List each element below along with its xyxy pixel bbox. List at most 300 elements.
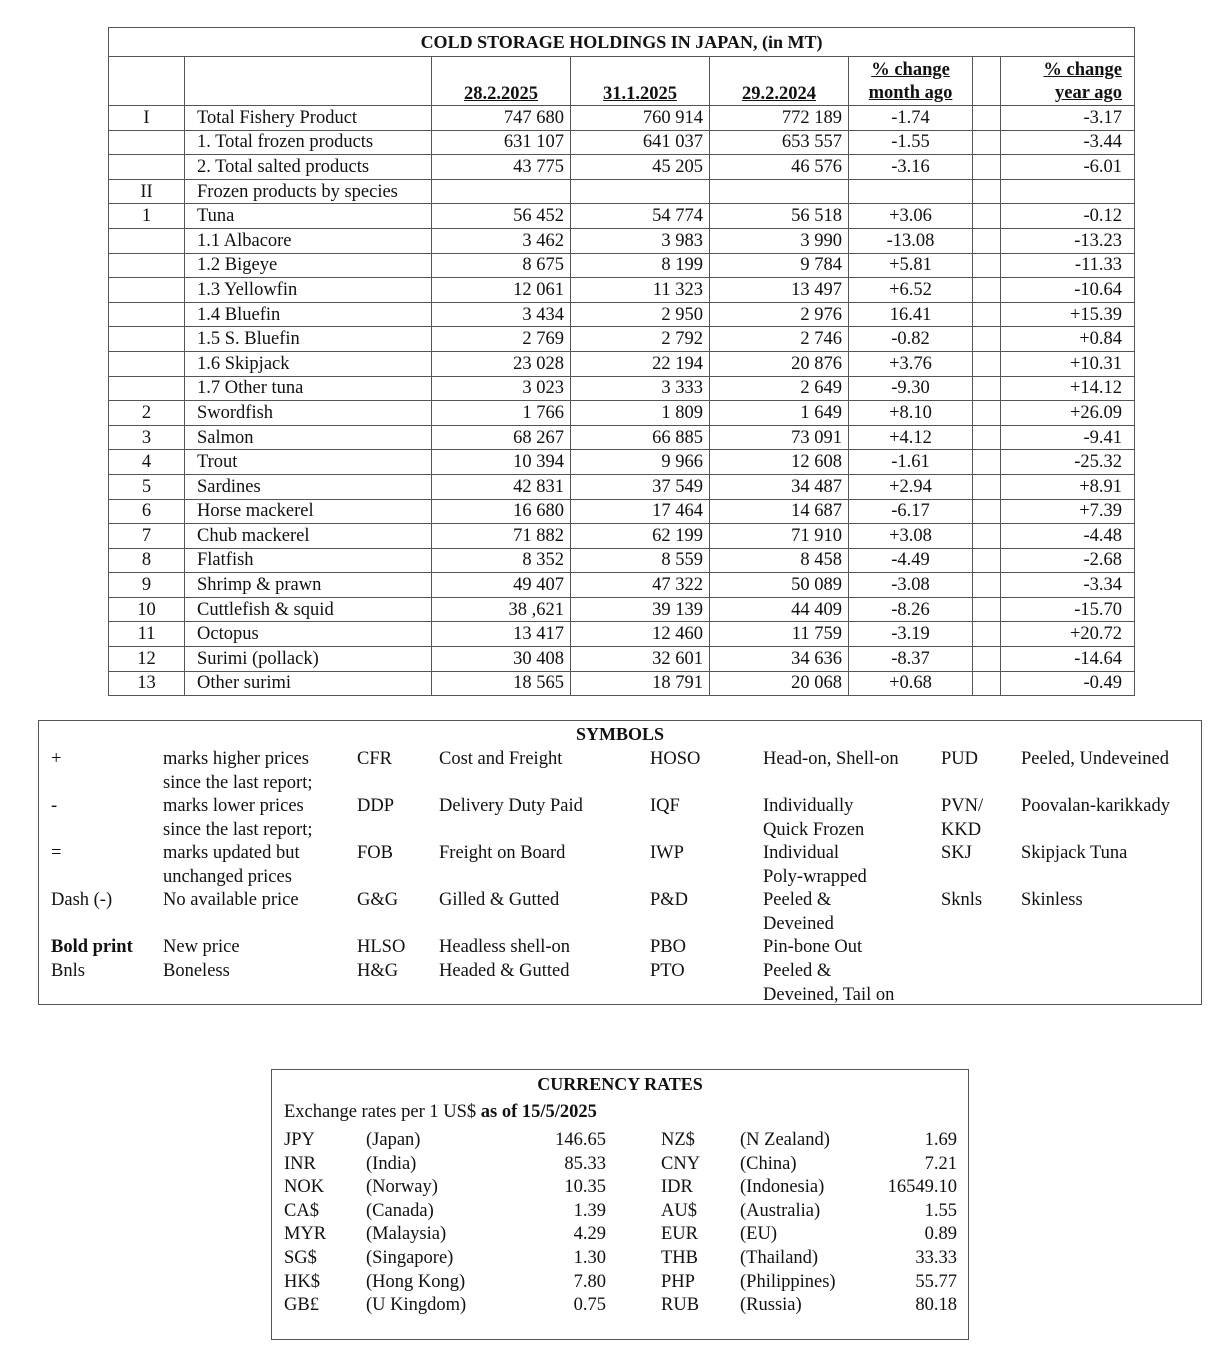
abbreviation-meaning: Freight on Board bbox=[439, 843, 566, 863]
value-29-2-2024: 34 487 bbox=[710, 474, 849, 499]
row-label: Other surimi bbox=[185, 671, 432, 696]
value-31-1-2025: 2 792 bbox=[571, 327, 710, 352]
abbreviation: H&G bbox=[357, 961, 399, 981]
currency-code: INR bbox=[284, 1153, 316, 1174]
table-row bbox=[109, 622, 1135, 647]
change-year-ago: +0.84 bbox=[1001, 327, 1135, 352]
spacer-cell bbox=[973, 622, 1001, 647]
row-label: Swordfish bbox=[185, 401, 432, 426]
value-28-2-2025: 71 882 bbox=[432, 524, 571, 549]
value-28-2-2025: 68 267 bbox=[432, 425, 571, 450]
abbreviation: PBO bbox=[650, 937, 686, 957]
currency-country: (Russia) bbox=[740, 1295, 802, 1316]
change-year-ago: -15.70 bbox=[1001, 597, 1135, 622]
change-year-ago: -4.48 bbox=[1001, 524, 1135, 549]
currency-code: AU$ bbox=[661, 1200, 697, 1221]
currency-country: (Singapore) bbox=[366, 1248, 454, 1268]
currency-row bbox=[272, 1271, 968, 1295]
currency-rate: 85.33 bbox=[564, 1153, 606, 1174]
value-29-2-2024: 2 649 bbox=[710, 376, 849, 401]
spacer-cell bbox=[973, 474, 1001, 499]
change-month-ago: +4.12 bbox=[849, 425, 973, 450]
value-31-1-2025: 66 885 bbox=[571, 425, 710, 450]
value-29-2-2024 bbox=[710, 179, 849, 204]
header-spacer bbox=[973, 57, 1001, 106]
currency-rate: 1.55 bbox=[924, 1200, 957, 1221]
change-year-ago: +20.72 bbox=[1001, 622, 1135, 647]
change-month-ago: -6.17 bbox=[849, 499, 973, 524]
value-28-2-2025: 30 408 bbox=[432, 647, 571, 672]
value-31-1-2025: 641 037 bbox=[571, 130, 710, 155]
symbol-meaning: marks higher prices since the last report; bbox=[163, 749, 313, 793]
row-label: 1. Total frozen products bbox=[185, 130, 432, 155]
row-label: 1.4 Bluefin bbox=[185, 302, 432, 327]
table-row bbox=[109, 524, 1135, 549]
value-29-2-2024: 46 576 bbox=[710, 155, 849, 180]
value-28-2-2025 bbox=[432, 179, 571, 204]
value-29-2-2024: 13 497 bbox=[710, 278, 849, 303]
header-date-3: 29.2.2024 bbox=[710, 57, 849, 106]
row-label: 1.5 S. Bluefin bbox=[185, 327, 432, 352]
row-label: Trout bbox=[185, 450, 432, 475]
abbreviation-meaning: Cost and Freight bbox=[439, 749, 563, 769]
abbreviation-meaning: Peeled & Deveined, Tail on bbox=[763, 961, 895, 1005]
change-year-ago: -6.01 bbox=[1001, 155, 1135, 180]
spacer-cell bbox=[973, 573, 1001, 598]
currency-rate: 16549.10 bbox=[887, 1177, 957, 1198]
currency-code: IDR bbox=[661, 1177, 693, 1198]
currency-country: (Canada) bbox=[366, 1200, 434, 1221]
abbreviation-meaning: Individually Quick Frozen bbox=[763, 796, 865, 840]
header-blank bbox=[185, 57, 432, 106]
change-year-ago: +7.39 bbox=[1001, 499, 1135, 524]
row-index: 6 bbox=[109, 499, 185, 524]
value-31-1-2025: 39 139 bbox=[571, 597, 710, 622]
row-index: 4 bbox=[109, 450, 185, 475]
header-month-change: % change month ago bbox=[849, 57, 973, 106]
change-year-ago: +10.31 bbox=[1001, 351, 1135, 376]
spacer-cell bbox=[973, 179, 1001, 204]
value-28-2-2025: 747 680 bbox=[432, 106, 571, 131]
currency-country: (Hong Kong) bbox=[366, 1271, 466, 1292]
currency-code: JPY bbox=[284, 1130, 315, 1150]
row-label: 1.6 Skipjack bbox=[185, 351, 432, 376]
currency-title: CURRENCY RATES bbox=[537, 1074, 703, 1094]
abbreviation: PTO bbox=[650, 961, 685, 981]
abbreviation-meaning: Individual Poly-wrapped bbox=[763, 843, 867, 887]
change-month-ago bbox=[849, 179, 973, 204]
spacer-cell bbox=[973, 253, 1001, 278]
currency-country: (U Kingdom) bbox=[366, 1295, 467, 1316]
table-row bbox=[109, 499, 1135, 524]
currency-country: (Australia) bbox=[740, 1200, 821, 1221]
row-label: Horse mackerel bbox=[185, 499, 432, 524]
symbol-meaning: marks updated but unchanged prices bbox=[163, 843, 300, 887]
change-year-ago: -3.44 bbox=[1001, 130, 1135, 155]
value-31-1-2025 bbox=[571, 179, 710, 204]
currency-code: EUR bbox=[661, 1224, 698, 1245]
spacer-cell bbox=[973, 671, 1001, 696]
currency-rate: 0.89 bbox=[924, 1224, 957, 1245]
value-28-2-2025: 1 766 bbox=[432, 401, 571, 426]
currency-as-of: as of 15/5/2025 bbox=[480, 1102, 597, 1122]
cold-storage-body bbox=[109, 106, 1135, 696]
value-29-2-2024: 20 876 bbox=[710, 351, 849, 376]
row-index: 11 bbox=[109, 622, 185, 647]
symbols-title: SYMBOLS bbox=[575, 724, 665, 744]
currency-country: (Philippines) bbox=[740, 1271, 836, 1292]
change-month-ago: -3.19 bbox=[849, 622, 973, 647]
value-29-2-2024: 11 759 bbox=[710, 622, 849, 647]
spacer-cell bbox=[973, 130, 1001, 155]
abbreviation: HLSO bbox=[357, 937, 406, 957]
change-month-ago: +3.08 bbox=[849, 524, 973, 549]
currency-country: (Indonesia) bbox=[740, 1177, 825, 1198]
value-29-2-2024: 20 068 bbox=[710, 671, 849, 696]
abbreviation-meaning: Headed & Gutted bbox=[439, 961, 570, 981]
value-29-2-2024: 772 189 bbox=[710, 106, 849, 131]
row-label: 2. Total salted products bbox=[185, 155, 432, 180]
currency-row bbox=[272, 1176, 968, 1200]
symbol-key: Bold print bbox=[51, 937, 133, 957]
row-label: Surimi (pollack) bbox=[185, 647, 432, 672]
value-29-2-2024: 34 636 bbox=[710, 647, 849, 672]
abbreviation-meaning: Pin-bone Out bbox=[763, 937, 863, 957]
value-29-2-2024: 12 608 bbox=[710, 450, 849, 475]
value-29-2-2024: 44 409 bbox=[710, 597, 849, 622]
abbreviation-meaning: Headless shell-on bbox=[439, 937, 571, 957]
change-month-ago: 16.41 bbox=[849, 302, 973, 327]
value-28-2-2025: 13 417 bbox=[432, 622, 571, 647]
row-index bbox=[109, 351, 185, 376]
value-29-2-2024: 50 089 bbox=[710, 573, 849, 598]
row-index bbox=[109, 130, 185, 155]
row-label: Cuttlefish & squid bbox=[185, 597, 432, 622]
value-29-2-2024: 2 746 bbox=[710, 327, 849, 352]
currency-code: HK$ bbox=[284, 1271, 320, 1292]
spacer-cell bbox=[973, 647, 1001, 672]
row-index: 10 bbox=[109, 597, 185, 622]
symbol-meaning: marks lower prices since the last report; bbox=[163, 796, 313, 840]
currency-rate: 1.69 bbox=[924, 1130, 957, 1150]
symbol-meaning: New price bbox=[163, 937, 240, 957]
spacer-cell bbox=[973, 450, 1001, 475]
symbol-key: Dash (-) bbox=[51, 890, 113, 910]
currency-code: CNY bbox=[661, 1153, 701, 1174]
currency-row bbox=[272, 1223, 968, 1247]
row-index bbox=[109, 302, 185, 327]
row-index: 9 bbox=[109, 573, 185, 598]
table-row bbox=[109, 155, 1135, 180]
abbreviation-meaning: Poovalan-karikkady bbox=[1021, 796, 1170, 816]
table-row bbox=[109, 278, 1135, 303]
symbol-key: - bbox=[51, 796, 58, 816]
spacer-cell bbox=[973, 327, 1001, 352]
currency-code: SG$ bbox=[284, 1248, 317, 1268]
abbreviation-meaning: Gilled & Gutted bbox=[439, 890, 560, 910]
change-year-ago: -9.41 bbox=[1001, 425, 1135, 450]
change-month-ago: -1.55 bbox=[849, 130, 973, 155]
spacer-cell bbox=[973, 278, 1001, 303]
currency-box bbox=[271, 1069, 969, 1340]
abbreviation-meaning: Delivery Duty Paid bbox=[439, 796, 583, 816]
currency-country: (Malaysia) bbox=[366, 1224, 447, 1245]
value-29-2-2024: 14 687 bbox=[710, 499, 849, 524]
currency-rate: 33.33 bbox=[915, 1248, 957, 1268]
row-index bbox=[109, 327, 185, 352]
row-index bbox=[109, 278, 185, 303]
change-month-ago: -8.37 bbox=[849, 647, 973, 672]
currency-code: PHP bbox=[661, 1271, 695, 1292]
row-label: 1.1 Albacore bbox=[185, 228, 432, 253]
value-29-2-2024: 3 990 bbox=[710, 228, 849, 253]
row-index: 3 bbox=[109, 425, 185, 450]
currency-code: CA$ bbox=[284, 1200, 319, 1221]
value-29-2-2024: 8 458 bbox=[710, 548, 849, 573]
row-index: I bbox=[109, 106, 185, 131]
abbreviation-meaning: Peeled & Deveined bbox=[763, 890, 834, 934]
spacer-cell bbox=[973, 499, 1001, 524]
row-index: 12 bbox=[109, 647, 185, 672]
row-index bbox=[109, 253, 185, 278]
currency-row bbox=[272, 1153, 968, 1177]
change-year-ago: +15.39 bbox=[1001, 302, 1135, 327]
currency-row bbox=[272, 1247, 968, 1271]
change-month-ago: -3.16 bbox=[849, 155, 973, 180]
spacer-cell bbox=[973, 524, 1001, 549]
value-29-2-2024: 1 649 bbox=[710, 401, 849, 426]
abbreviation: SKJ bbox=[941, 843, 972, 863]
row-label: 1.3 Yellowfin bbox=[185, 278, 432, 303]
value-31-1-2025: 12 460 bbox=[571, 622, 710, 647]
currency-country: (N Zealand) bbox=[740, 1130, 830, 1150]
change-year-ago: -3.34 bbox=[1001, 573, 1135, 598]
symbol-key: = bbox=[51, 843, 62, 863]
currency-rate: 80.18 bbox=[915, 1295, 957, 1316]
row-index: II bbox=[109, 179, 185, 204]
table-row bbox=[109, 597, 1135, 622]
change-month-ago: -3.08 bbox=[849, 573, 973, 598]
value-31-1-2025: 62 199 bbox=[571, 524, 710, 549]
abbreviation: DDP bbox=[357, 796, 395, 816]
row-index bbox=[109, 228, 185, 253]
currency-rate: 4.29 bbox=[573, 1224, 606, 1245]
change-year-ago: +26.09 bbox=[1001, 401, 1135, 426]
value-31-1-2025: 11 323 bbox=[571, 278, 710, 303]
currency-code: RUB bbox=[661, 1295, 700, 1316]
abbreviation: PVN/ KKD bbox=[941, 796, 984, 840]
change-month-ago: +8.10 bbox=[849, 401, 973, 426]
value-28-2-2025: 42 831 bbox=[432, 474, 571, 499]
value-29-2-2024: 2 976 bbox=[710, 302, 849, 327]
row-label: Salmon bbox=[185, 425, 432, 450]
currency-row bbox=[272, 1129, 968, 1153]
change-month-ago: -4.49 bbox=[849, 548, 973, 573]
row-label: Chub mackerel bbox=[185, 524, 432, 549]
abbreviation-meaning: Skinless bbox=[1021, 890, 1083, 910]
currency-country: (Thailand) bbox=[740, 1248, 819, 1268]
table-row bbox=[109, 302, 1135, 327]
row-index: 13 bbox=[109, 671, 185, 696]
value-31-1-2025: 45 205 bbox=[571, 155, 710, 180]
change-month-ago: -13.08 bbox=[849, 228, 973, 253]
change-year-ago: -10.64 bbox=[1001, 278, 1135, 303]
table-row bbox=[109, 573, 1135, 598]
currency-code: MYR bbox=[284, 1224, 327, 1245]
value-31-1-2025: 32 601 bbox=[571, 647, 710, 672]
currency-rate: 7.21 bbox=[924, 1153, 957, 1174]
change-year-ago: -25.32 bbox=[1001, 450, 1135, 475]
row-label: 1.7 Other tuna bbox=[185, 376, 432, 401]
change-year-ago: -11.33 bbox=[1001, 253, 1135, 278]
currency-country: (India) bbox=[366, 1153, 417, 1174]
table-row bbox=[109, 425, 1135, 450]
change-month-ago: -1.74 bbox=[849, 106, 973, 131]
header-date-1: 28.2.2025 bbox=[432, 57, 571, 106]
value-29-2-2024: 71 910 bbox=[710, 524, 849, 549]
row-index: 2 bbox=[109, 401, 185, 426]
symbol-key: Bnls bbox=[51, 961, 85, 981]
spacer-cell bbox=[973, 204, 1001, 229]
value-31-1-2025: 22 194 bbox=[571, 351, 710, 376]
table-row bbox=[109, 106, 1135, 131]
value-29-2-2024: 73 091 bbox=[710, 425, 849, 450]
currency-code: THB bbox=[661, 1248, 698, 1268]
value-29-2-2024: 653 557 bbox=[710, 130, 849, 155]
currency-rate: 10.35 bbox=[564, 1177, 606, 1198]
spacer-cell bbox=[973, 155, 1001, 180]
header-blank bbox=[109, 57, 185, 106]
value-28-2-2025: 18 565 bbox=[432, 671, 571, 696]
abbreviation: IQF bbox=[650, 796, 680, 816]
value-31-1-2025: 3 333 bbox=[571, 376, 710, 401]
table-row bbox=[109, 401, 1135, 426]
spacer-cell bbox=[973, 351, 1001, 376]
currency-rate: 1.39 bbox=[573, 1200, 606, 1221]
value-31-1-2025: 8 199 bbox=[571, 253, 710, 278]
spacer-cell bbox=[973, 228, 1001, 253]
spacer-cell bbox=[973, 425, 1001, 450]
row-label: Sardines bbox=[185, 474, 432, 499]
change-year-ago: -3.17 bbox=[1001, 106, 1135, 131]
row-index bbox=[109, 376, 185, 401]
row-index: 5 bbox=[109, 474, 185, 499]
change-year-ago bbox=[1001, 179, 1135, 204]
abbreviation: P&D bbox=[650, 890, 689, 910]
value-28-2-2025: 3 023 bbox=[432, 376, 571, 401]
currency-rate: 0.75 bbox=[573, 1295, 606, 1316]
header-year-change: % change year ago bbox=[1001, 57, 1135, 106]
table-row bbox=[109, 327, 1135, 352]
table-row bbox=[109, 179, 1135, 204]
currency-code: NOK bbox=[284, 1177, 325, 1198]
change-month-ago: +2.94 bbox=[849, 474, 973, 499]
value-31-1-2025: 37 549 bbox=[571, 474, 710, 499]
change-month-ago: -9.30 bbox=[849, 376, 973, 401]
change-year-ago: +14.12 bbox=[1001, 376, 1135, 401]
change-month-ago: +3.06 bbox=[849, 204, 973, 229]
table-row bbox=[109, 204, 1135, 229]
table-title: COLD STORAGE HOLDINGS IN JAPAN, (in MT) bbox=[109, 28, 1135, 57]
change-year-ago: -2.68 bbox=[1001, 548, 1135, 573]
value-28-2-2025: 16 680 bbox=[432, 499, 571, 524]
currency-country: (Norway) bbox=[366, 1177, 438, 1198]
currency-row bbox=[272, 1294, 968, 1318]
change-year-ago: -0.12 bbox=[1001, 204, 1135, 229]
table-row bbox=[109, 253, 1135, 278]
value-31-1-2025: 1 809 bbox=[571, 401, 710, 426]
spacer-cell bbox=[973, 401, 1001, 426]
table-row bbox=[109, 671, 1135, 696]
currency-country: (Japan) bbox=[366, 1130, 421, 1150]
change-month-ago: -0.82 bbox=[849, 327, 973, 352]
currency-country: (China) bbox=[740, 1153, 797, 1174]
value-31-1-2025: 54 774 bbox=[571, 204, 710, 229]
row-label: Tuna bbox=[185, 204, 432, 229]
symbol-meaning: No available price bbox=[163, 890, 299, 910]
change-month-ago: -8.26 bbox=[849, 597, 973, 622]
abbreviation: G&G bbox=[357, 890, 399, 910]
value-31-1-2025: 9 966 bbox=[571, 450, 710, 475]
change-month-ago: +5.81 bbox=[849, 253, 973, 278]
symbols-box bbox=[38, 720, 1202, 1005]
change-year-ago: +8.91 bbox=[1001, 474, 1135, 499]
table-row bbox=[109, 548, 1135, 573]
currency-country: (EU) bbox=[740, 1224, 777, 1245]
value-28-2-2025: 8 675 bbox=[432, 253, 571, 278]
value-28-2-2025: 631 107 bbox=[432, 130, 571, 155]
currency-rate: 146.65 bbox=[555, 1130, 606, 1150]
value-28-2-2025: 43 775 bbox=[432, 155, 571, 180]
value-28-2-2025: 12 061 bbox=[432, 278, 571, 303]
abbreviation: IWP bbox=[650, 843, 684, 863]
currency-intro-text: Exchange rates per 1 US$ bbox=[284, 1102, 477, 1122]
value-31-1-2025: 760 914 bbox=[571, 106, 710, 131]
table-row bbox=[109, 474, 1135, 499]
symbol-key: + bbox=[51, 749, 62, 769]
row-index: 8 bbox=[109, 548, 185, 573]
value-28-2-2025: 49 407 bbox=[432, 573, 571, 598]
value-28-2-2025: 10 394 bbox=[432, 450, 571, 475]
change-month-ago: +6.52 bbox=[849, 278, 973, 303]
change-month-ago: +0.68 bbox=[849, 671, 973, 696]
value-28-2-2025: 3 434 bbox=[432, 302, 571, 327]
currency-code: GB£ bbox=[284, 1295, 319, 1316]
table-row bbox=[109, 376, 1135, 401]
change-month-ago: +3.76 bbox=[849, 351, 973, 376]
row-label: 1.2 Bigeye bbox=[185, 253, 432, 278]
value-28-2-2025: 38 ,621 bbox=[432, 597, 571, 622]
value-31-1-2025: 2 950 bbox=[571, 302, 710, 327]
change-year-ago: -14.64 bbox=[1001, 647, 1135, 672]
row-index: 7 bbox=[109, 524, 185, 549]
currency-intro bbox=[284, 1102, 597, 1123]
value-28-2-2025: 23 028 bbox=[432, 351, 571, 376]
currency-row bbox=[272, 1200, 968, 1224]
value-31-1-2025: 47 322 bbox=[571, 573, 710, 598]
value-28-2-2025: 56 452 bbox=[432, 204, 571, 229]
row-label: Shrimp & prawn bbox=[185, 573, 432, 598]
row-label: Frozen products by species bbox=[185, 179, 432, 204]
abbreviation-meaning: Head-on, Shell-on bbox=[763, 749, 899, 769]
spacer-cell bbox=[973, 302, 1001, 327]
value-29-2-2024: 9 784 bbox=[710, 253, 849, 278]
change-month-ago: -1.61 bbox=[849, 450, 973, 475]
value-28-2-2025: 8 352 bbox=[432, 548, 571, 573]
spacer-cell bbox=[973, 106, 1001, 131]
value-31-1-2025: 3 983 bbox=[571, 228, 710, 253]
abbreviation: PUD bbox=[941, 749, 979, 769]
